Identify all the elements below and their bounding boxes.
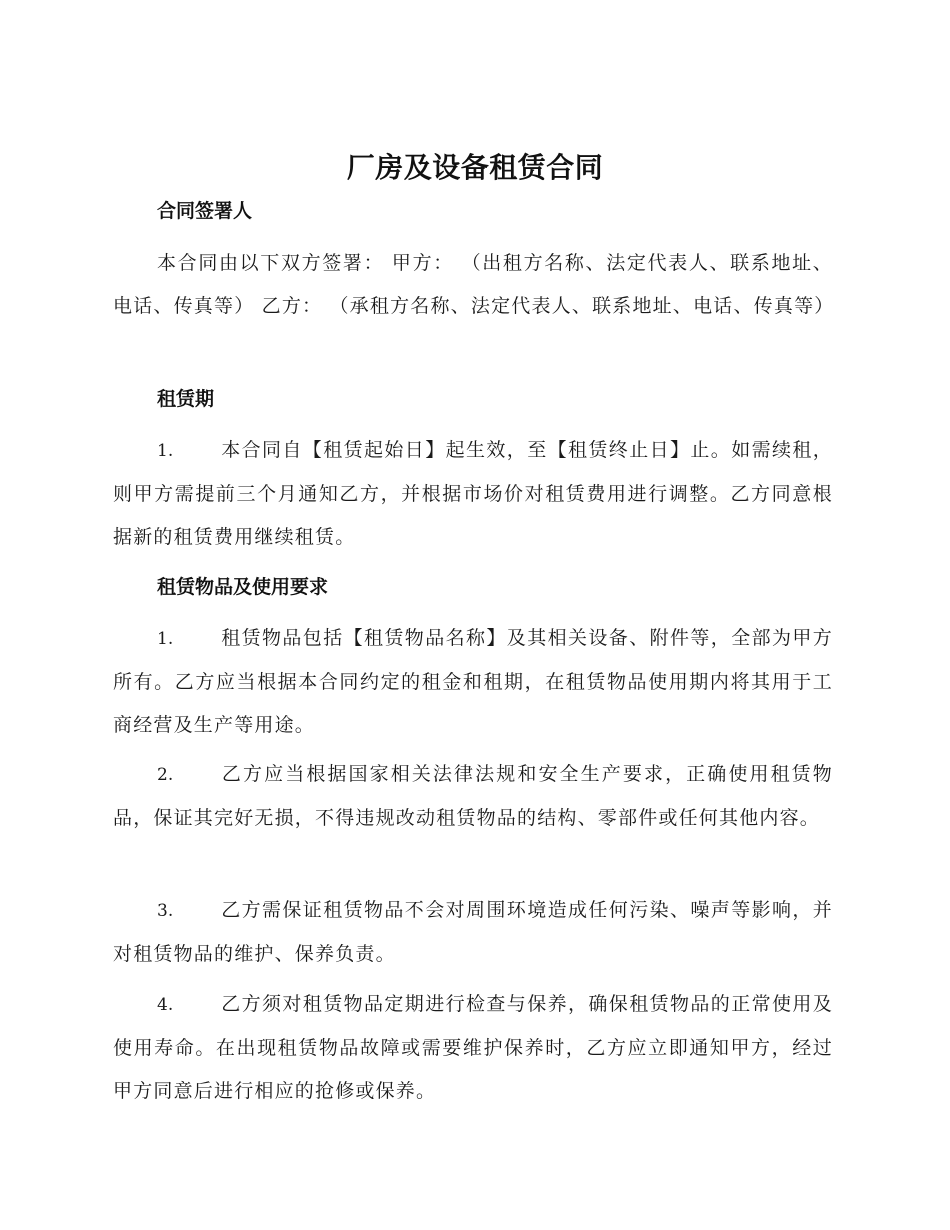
paragraph-number: 1. (157, 629, 174, 649)
paragraph-leased-items-1 (113, 617, 833, 747)
paragraph-number: 4. (157, 995, 174, 1015)
paragraph-leased-items-2 (113, 753, 833, 840)
paragraph-text: 乙方需保证租赁物品不会对周围环境造成任何污染、噪声等影响，并对租赁物品的维护、保养负责。 (113, 899, 833, 965)
paragraph-number: 3. (157, 901, 174, 921)
paragraph-text: 本合同由以下双方签署： 甲方： （出租方名称、法定代表人、联系地址、电话、传真等） 乙方： （承租方名称、法定代表人、联系地址、电话、传真等） (113, 252, 835, 317)
paragraph-text: 本合同自【租赁起始日】起生效，至【租赁终止日】止。如需续租，则甲方需提前三个月通知乙方，并根据市场价对租赁费用进行调整。乙方同意根据新的租赁费用继续租赁。 (113, 439, 833, 548)
paragraph-leased-items-4 (113, 983, 833, 1113)
section-heading-signatories: 合同签署人 (157, 200, 253, 222)
paragraph-number: 2. (157, 765, 174, 785)
section-heading-leased-items: 租赁物品及使用要求 (157, 576, 329, 598)
paragraph-lease-term-1 (113, 429, 833, 559)
paragraph-text: 租赁物品包括【租赁物品名称】及其相关设备、附件等，全部为甲方所有。乙方应当根据本合同约定的租金和租期，在租赁物品使用期内将其用于工商经营及生产等用途。 (113, 627, 833, 736)
paragraph-signatories (113, 242, 833, 328)
paragraph-number: 1. (157, 441, 174, 461)
paragraph-leased-items-3 (113, 889, 833, 976)
paragraph-text: 乙方须对租赁物品定期进行检查与保养，确保租赁物品的正常使用及使用寿命。在出现租赁物品故障或需要维护保养时，乙方应立即通知甲方，经过甲方同意后进行相应的抢修或保养。 (113, 993, 833, 1102)
paragraph-text: 乙方应当根据国家相关法律法规和安全生产要求，正确使用租赁物品，保证其完好无损，不得违规改动租赁物品的结构、零部件或任何其他内容。 (113, 763, 833, 829)
document-title: 厂房及设备租赁合同 (346, 151, 604, 184)
section-heading-lease-term: 租赁期 (157, 388, 215, 410)
